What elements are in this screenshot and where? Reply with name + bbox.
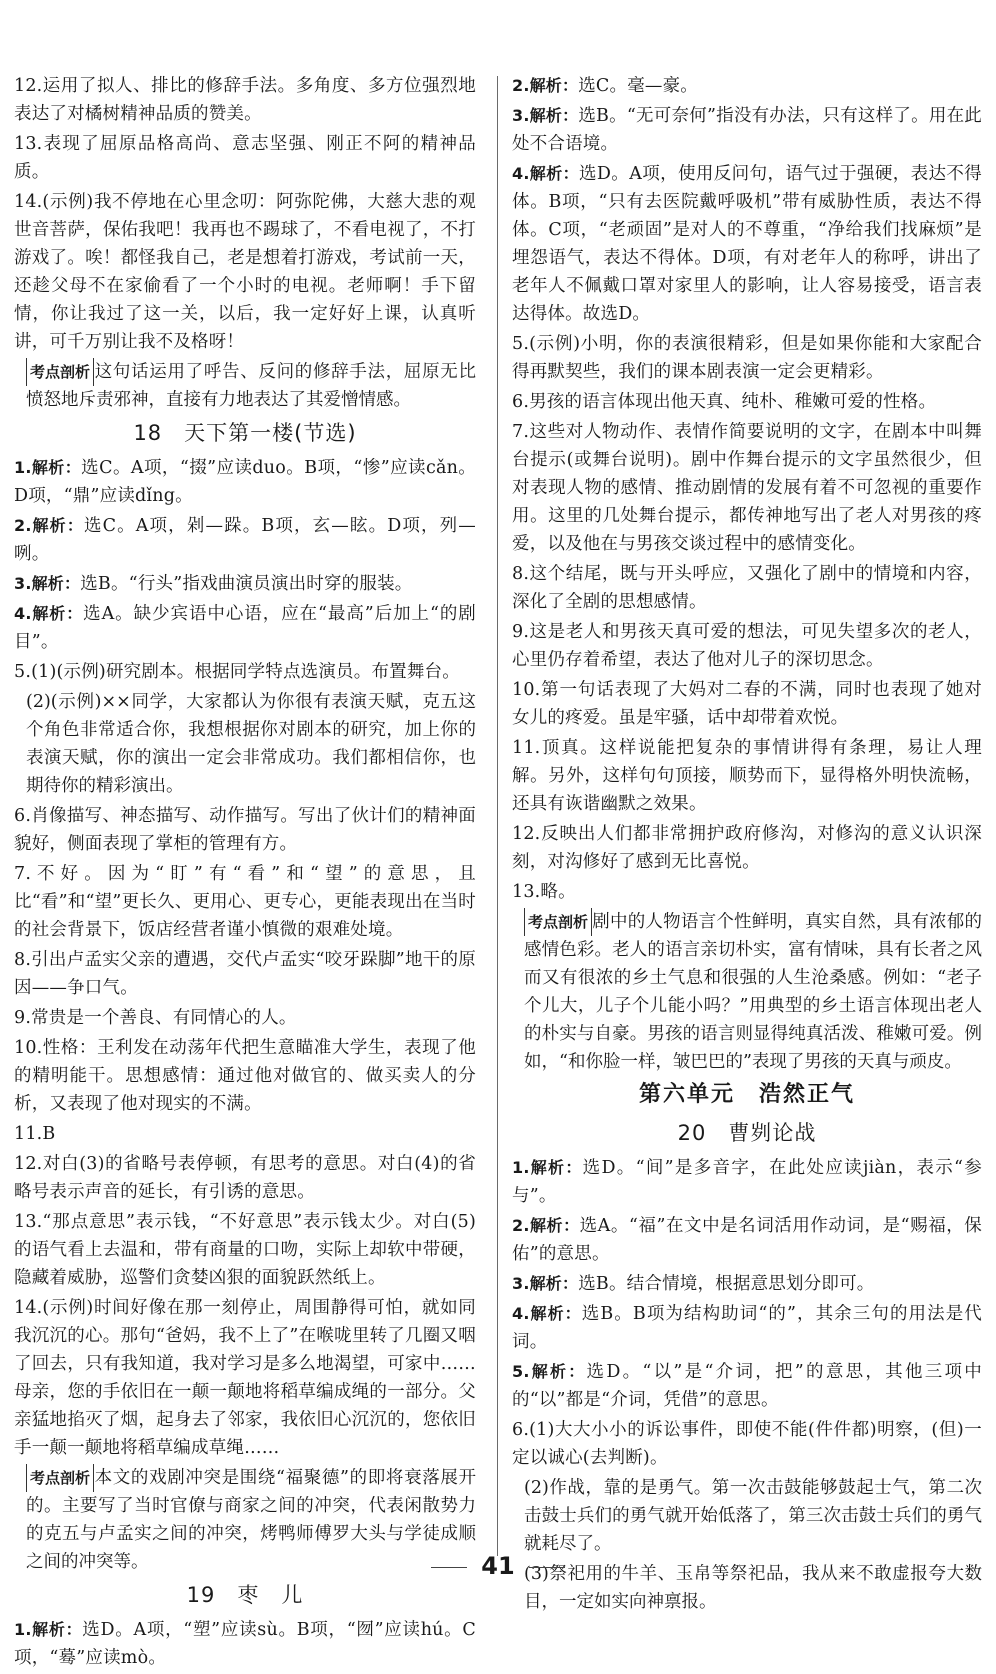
answer-label: 3.解析： bbox=[14, 574, 81, 593]
answer-item: 14.(示例)我不停地在心里念叨：阿弥陀佛，大慈大悲的观世音菩萨，保佑我吧！我再也不踢球了，不看电视了，不打游戏了。唉！都怪我自己，老是想着打游戏，考试前一天，还趁父母不在家偷看了一个小时的电视。老师啊！手下留情，你让我过了这一关，以后，我一定好好上课，认真听讲，可千万别让我不及格呀！ bbox=[14, 192, 476, 352]
answer-text: 选C。A项，“掇”应读duo。B项，“惨”应读cǎn。D项，“鼎”应读dǐng。 bbox=[14, 458, 476, 506]
answer-subitem: (3)祭祀用的牛羊、玉帛等祭祀品，我从来不敢虚报夸大数目，一定如实向神禀报。 bbox=[524, 1564, 982, 1612]
answer-text: 选D。“间”是多音字，在此处应读jiàn，表示“参与”。 bbox=[512, 1158, 982, 1206]
answer-item bbox=[512, 1212, 982, 1268]
answer-text: 选A。缺少宾语中心语，应在“最高”后加上“的剧目”。 bbox=[14, 604, 476, 652]
lesson-heading-20: 20 曹刿论战 bbox=[677, 1121, 817, 1145]
answer-item bbox=[512, 1270, 982, 1298]
answer-item bbox=[14, 570, 476, 598]
answer-item: 10.第一句话表现了大妈对二春的不满，同时也表现了她对女儿的疼爱。虽是牢骚，话中却带着欢悦。 bbox=[512, 680, 982, 728]
answer-item: 13.表现了屈原品格高尚、意志坚强、刚正不阿的精神品质。 bbox=[14, 134, 476, 182]
answer-label: 4.解析： bbox=[512, 1304, 582, 1323]
answer-item bbox=[512, 1300, 982, 1356]
answer-item: 7.这些对人物动作、表情作简要说明的文字，在剧本中叫舞台提示(或舞台说明)。剧中作舞台提示的文字虽然很少，但对表现人物的感情、推动剧情的发展有着不可忽视的重要作用。这里的几处舞台提示，都传神地写出了老人对男孩的疼爱，以及他在与男孩交谈过程中的感情变化。 bbox=[512, 422, 982, 554]
answer-item: 8.这个结尾，既与开头呼应，又强化了剧中的情境和内容，深化了全剧的思想感情。 bbox=[512, 564, 982, 612]
answer-text: 选B。“无可奈何”指没有办法，只有这样了。用在此处不合语境。 bbox=[512, 106, 982, 154]
note-text: 这句话运用了呼告、反问的修辞手法，屈原无比愤怒地斥责邪神，直接有力地表达了其爱憎情感。 bbox=[26, 362, 476, 410]
answer-item: 5.(1)(示例)研究剧本。根据同学特点选演员。布置舞台。 bbox=[14, 662, 460, 682]
answer-label: 3.解析： bbox=[512, 106, 579, 125]
lesson-heading-18: 18 天下第一楼(节选) bbox=[133, 421, 357, 445]
answer-item bbox=[512, 1358, 982, 1414]
note-text: 剧中的人物语言个性鲜明，真实自然，具有浓郁的感情色彩。老人的语言亲切朴实，富有情味，具有长者之风而又有很浓的乡土气息和很强的人生沧桑感。例如：“老子个儿大，儿子个儿能小吗？”用典型的乡土语言体现出老人的朴实与自豪。男孩的语言则显得纯真活泼、稚嫩可爱。例如，“和你脸一样，皱巴巴的”表现了男孩的天真与顽皮。 bbox=[524, 912, 982, 1072]
answer-item: 12.对白(3)的省略号表停顿，有思考的意思。对白(4)的省略号表示声音的延长，有引诱的意思。 bbox=[14, 1154, 476, 1202]
answer-item bbox=[512, 72, 982, 100]
answer-subitem: (2)(示例)××同学，大家都认为你很有表演天赋，克五这个角色非常适合你，我想根据你对剧本的研究，加上你的表演天赋，你的演出一定会非常成功。我们都相信你，也期待你的精彩演出。 bbox=[26, 692, 476, 796]
answer-item: 6.男孩的语言体现出他天真、纯朴、稚嫩可爱的性格。 bbox=[512, 392, 937, 412]
answer-item: 7.不好。因为“盯”有“看”和“望”的意思，且比“看”和“望”更长久、更用心、更专心，更能表现出在当时的社会背景下，饭店经营者谨小慎微的艰难处境。 bbox=[14, 864, 476, 940]
analysis-note bbox=[524, 908, 982, 1076]
answer-text: 选B。结合情境，根据意思划分即可。 bbox=[578, 1274, 875, 1294]
answer-label: 1.解析： bbox=[14, 458, 82, 477]
answer-item: 12.运用了拟人、排比的修辞手法。多角度、多方位强烈地表达了对橘树精神品质的赞美。 bbox=[14, 76, 476, 124]
answer-item bbox=[14, 512, 476, 568]
answer-label: 4.解析： bbox=[512, 164, 579, 183]
answer-item: 10.性格：王利发在动荡年代把生意瞄准大学生，表现了他的精明能干。思想感情：通过他对做官的、做买卖人的分析，又表现了他对现实的不满。 bbox=[14, 1038, 476, 1114]
answer-item: 8.引出卢孟实父亲的遭遇，交代卢孟实“咬牙跺脚”地干的原因——争口气。 bbox=[14, 950, 476, 998]
note-text: 本文的戏剧冲突是围绕“福聚德”的即将衰落展开的。主要写了当时官僚与商家之间的冲突，代表闲散势力的克五与卢孟实之间的冲突，烤鸭师傅罗大头与学徒成顺之间的冲突等。 bbox=[26, 1468, 476, 1572]
answer-text: 选D。A项，“塑”应读sù。B项，“囫”应读hú。C项，“蓦”应读mò。 bbox=[14, 1620, 476, 1668]
answer-item: 9.常贵是一个善良、有同情心的人。 bbox=[14, 1008, 297, 1028]
answer-item bbox=[14, 600, 476, 656]
answer-item bbox=[512, 160, 982, 328]
answer-subitem: (2)作战，靠的是勇气。第一次击鼓能够鼓起士气，第二次击鼓士兵们的勇气就开始低落了，第三次击鼓士兵们的勇气就耗尽了。 bbox=[524, 1478, 982, 1554]
page-number-text: 41 bbox=[481, 1552, 515, 1580]
page-number-dash bbox=[529, 1567, 565, 1568]
answer-label: 1.解析： bbox=[14, 1620, 83, 1639]
note-tag: 考点剖析 bbox=[26, 358, 94, 386]
answer-item: 5.(示例)小明，你的表演很精彩，但是如果你能和大家配合得再默契些，我们的课本剧表演一定会更精彩。 bbox=[512, 334, 982, 382]
answer-label: 5.解析： bbox=[512, 1362, 587, 1381]
answer-item: 13.略。 bbox=[512, 882, 576, 902]
answer-item: 13.“那点意思”表示钱，“不好意思”表示钱太少。对白(5)的语气看上去温和，带有商量的口吻，实际上却软中带硬，隐藏着威胁，巡警们贪婪凶狠的面貌跃然纸上。 bbox=[14, 1212, 476, 1288]
answer-text: 选B。B项为结构助词“的”，其余三句的用法是代词。 bbox=[512, 1304, 982, 1352]
answer-text: 选D。A项，使用反问句，语气过于强硬，表达不得体。B项，“只有去医院戴呼吸机”带有威胁性质，表达不得体。C项，“老顽固”是对人的不尊重，“净给我们找麻烦”是埋怨语气，表达不得体。D项，有对老年人的称呼，讲出了老年人不佩戴口罩对家里人的影响，让人容易接受，语言表达得体。故选D。 bbox=[512, 164, 982, 324]
answer-item: 9.这是老人和男孩天真可爱的想法，可见失望多次的老人，心里仍存着希望，表达了他对儿子的深切思念。 bbox=[512, 622, 982, 670]
answer-label: 1.解析： bbox=[512, 1158, 583, 1177]
answer-label: 2.解析： bbox=[14, 516, 84, 535]
answer-item: 14.(示例)时间好像在那一刻停止，周围静得可怕，就如同我沉沉的心。那句“爸妈，我不上了”在喉咙里转了几圈又咽了回去，只有我知道，我对学习是多么地渴望，可家中……母亲，您的手依旧在一颠一颠地将稻草编成绳的一部分。父亲猛地掐灭了烟，起身去了邻家，我依旧心沉沉的，您依旧手一颠一颠地将稻草编成草绳…… bbox=[14, 1298, 476, 1458]
answer-item: 6.肖像描写、神态描写、动作描写。写出了伙计们的精神面貌好，侧面表现了掌柜的管理有方。 bbox=[14, 806, 476, 854]
answer-text: 选D。“以”是“介词，把”的意思，其他三项中的“以”都是“介词，凭借”的意思。 bbox=[512, 1362, 982, 1410]
answer-label: 2.解析： bbox=[512, 1216, 580, 1235]
right-column bbox=[512, 72, 982, 1618]
answer-text: 选C。A项，剁—跺。B项，玄—眩。D项，列—咧。 bbox=[14, 516, 476, 564]
unit-heading: 第六单元 浩然正气 bbox=[638, 1082, 855, 1107]
note-tag: 考点剖析 bbox=[524, 908, 592, 936]
analysis-note bbox=[26, 358, 476, 414]
lesson-heading-19: 19 枣 儿 bbox=[186, 1583, 304, 1607]
answer-text: 选A。“福”在文中是名词活用作动词，是“赐福，保佑”的意思。 bbox=[512, 1216, 982, 1264]
page-number bbox=[0, 1552, 996, 1580]
answer-text: 选C。毫—豪。 bbox=[578, 76, 699, 96]
note-tag: 考点剖析 bbox=[26, 1464, 94, 1492]
answer-item bbox=[14, 454, 476, 510]
answer-label: 3.解析： bbox=[512, 1274, 579, 1293]
answer-text: 选B。“行头”指戏曲演员演出时穿的服装。 bbox=[80, 574, 413, 594]
answer-item bbox=[512, 102, 982, 158]
answer-item bbox=[14, 1616, 476, 1672]
left-column bbox=[14, 72, 476, 1674]
answer-label: 2.解析： bbox=[512, 76, 579, 95]
answer-item: 6.(1)大大小小的诉讼事件，即使不能(件件都)明察，(但)一定以诚心(去判断)。 bbox=[512, 1420, 982, 1468]
column-divider bbox=[497, 76, 498, 1556]
answer-item bbox=[512, 1154, 982, 1210]
page-number-dash bbox=[431, 1567, 467, 1568]
answer-item: 12.反映出人们都非常拥护政府修沟，对修沟的意义认识深刻，对沟修好了感到无比喜悦。 bbox=[512, 824, 982, 872]
answer-item: 11.B bbox=[14, 1124, 56, 1144]
answer-item: 11.顶真。这样说能把复杂的事情讲得有条理，易让人理解。另外，这样句句顶接，顺势而下，显得格外明快流畅，还具有诙谐幽默之效果。 bbox=[512, 738, 982, 814]
answer-label: 4.解析： bbox=[14, 604, 84, 623]
